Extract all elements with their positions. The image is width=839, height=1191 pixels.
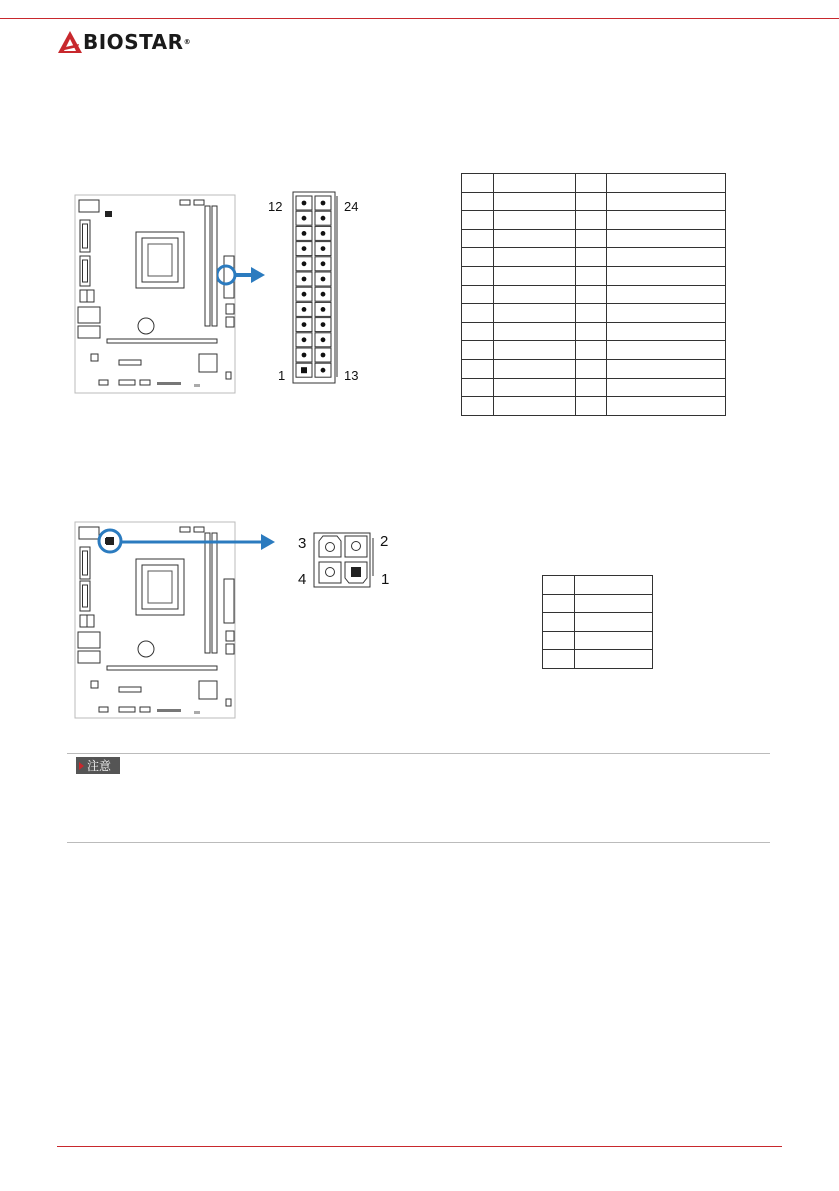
atx24-pin-dot: [302, 261, 307, 266]
arrow-to-atx4: [97, 528, 277, 558]
table-cell: [575, 248, 607, 267]
atx24-pin-dot: [302, 292, 307, 297]
table-cell: [575, 229, 607, 248]
table-row: [462, 304, 726, 323]
table-cell: [574, 613, 652, 632]
table-cell: [607, 397, 726, 416]
table-cell: [462, 341, 494, 360]
table-cell: [607, 174, 726, 193]
table-cell: [607, 341, 726, 360]
table-cell: [575, 192, 607, 211]
table-cell: [575, 378, 607, 397]
table-cell: [607, 359, 726, 378]
table-cell: [493, 378, 575, 397]
table-row: [462, 211, 726, 230]
table-row: [462, 248, 726, 267]
table-row: [543, 576, 653, 595]
atx24-pin-dot: [321, 368, 326, 373]
atx24-pin-table: [461, 173, 726, 416]
table-cell: [462, 248, 494, 267]
table-cell: [575, 322, 607, 341]
header-rule: [0, 18, 839, 19]
atx24-pin-dot: [321, 307, 326, 312]
table-cell: [575, 341, 607, 360]
note-top-rule: [67, 753, 770, 754]
table-cell: [462, 211, 494, 230]
motherboard-diagram-atx24: [74, 194, 238, 395]
table-row: [462, 266, 726, 285]
table-cell: [574, 576, 652, 595]
table-row: [462, 192, 726, 211]
table-cell: [607, 211, 726, 230]
table-cell: [607, 304, 726, 323]
atx24-pin-12-label: 12: [268, 199, 283, 214]
atx24-pin-dot: [321, 231, 326, 236]
table-cell: [462, 285, 494, 304]
note-tag: [76, 757, 120, 774]
table-cell: [493, 397, 575, 416]
brand-name: BIOSTAR: [83, 30, 184, 54]
table-cell: [575, 397, 607, 416]
table-row: [462, 341, 726, 360]
atx24-pin-dot: [321, 337, 326, 342]
table-cell: [493, 322, 575, 341]
table-cell: [493, 359, 575, 378]
table-cell: [575, 359, 607, 378]
atx24-pin-dot: [321, 277, 326, 282]
arrow-to-atx24: [217, 260, 265, 290]
table-row: [462, 397, 726, 416]
atx24-pin-dot: [302, 277, 307, 282]
table-cell: [607, 229, 726, 248]
note-marker-icon: [79, 762, 84, 770]
table-cell: [543, 613, 575, 632]
atx24-pin-dot: [321, 292, 326, 297]
atx4-pin-3-label: 3: [298, 535, 307, 552]
atx24-pin-dot: [321, 246, 326, 251]
atx24-pin-dot: [302, 231, 307, 236]
table-cell: [493, 174, 575, 193]
table-cell: [574, 631, 652, 650]
atx24-pin-1-label: 1: [278, 368, 286, 383]
atx24-pin-dot: [321, 216, 326, 221]
atx4-pin-1-label: 1: [381, 571, 390, 588]
table-cell: [607, 285, 726, 304]
table-row: [462, 174, 726, 193]
table-cell: [493, 192, 575, 211]
table-cell: [462, 192, 494, 211]
table-cell: [493, 285, 575, 304]
table-cell: [462, 304, 494, 323]
table-row: [543, 650, 653, 669]
table-cell: [575, 304, 607, 323]
table-row: [462, 359, 726, 378]
table-cell: [575, 266, 607, 285]
table-cell: [493, 211, 575, 230]
atx24-pin-dot: [321, 322, 326, 327]
table-cell: [462, 359, 494, 378]
table-cell: [462, 266, 494, 285]
table-cell: [462, 229, 494, 248]
table-cell: [575, 211, 607, 230]
atx24-pin-dot: [302, 322, 307, 327]
table-row: [462, 285, 726, 304]
atx24-pin-dot: [321, 201, 326, 206]
table-cell: [493, 229, 575, 248]
table-cell: [607, 248, 726, 267]
table-cell: [607, 322, 726, 341]
table-cell: [493, 304, 575, 323]
atx24-pin-13-label: 13: [344, 368, 359, 383]
atx24-pin-24-label: 24: [344, 199, 359, 214]
biostar-logo-icon: [57, 30, 83, 54]
atx4-pin-4-label: 4: [298, 571, 307, 588]
table-row: [462, 378, 726, 397]
atx4-pin-2-label: 2: [380, 533, 389, 550]
table-row: [543, 613, 653, 632]
atx24-pin-dot: [302, 353, 307, 358]
biostar-logo: [57, 30, 191, 54]
atx24-connector: [292, 191, 342, 385]
atx4-pin-table: [542, 575, 653, 669]
table-cell: [462, 397, 494, 416]
table-row: [543, 594, 653, 613]
table-cell: [607, 378, 726, 397]
table-cell: [493, 266, 575, 285]
atx4-connector: [313, 532, 377, 589]
table-cell: [543, 631, 575, 650]
atx24-pin-dot: [302, 201, 307, 206]
table-cell: [462, 322, 494, 341]
atx24-pin-dot: [321, 261, 326, 266]
table-cell: [574, 650, 652, 669]
atx24-pin-dot: [302, 337, 307, 342]
table-cell: [543, 650, 575, 669]
table-cell: [543, 576, 575, 595]
brand-registered: ®: [183, 38, 192, 46]
atx24-pin1-square: [301, 367, 307, 373]
table-cell: [462, 174, 494, 193]
table-cell: [543, 594, 575, 613]
table-cell: [575, 285, 607, 304]
table-cell: [575, 174, 607, 193]
atx24-pin-dot: [302, 246, 307, 251]
note-tag-label: 注意: [87, 759, 112, 773]
atx24-pin-dot: [302, 216, 307, 221]
table-cell: [607, 192, 726, 211]
atx24-pin-dot: [302, 307, 307, 312]
table-cell: [493, 248, 575, 267]
table-row: [462, 229, 726, 248]
atx24-pin-dot: [321, 353, 326, 358]
table-cell: [607, 266, 726, 285]
table-cell: [493, 341, 575, 360]
table-cell: [462, 378, 494, 397]
note-bottom-rule: [67, 842, 770, 843]
footer-rule: [57, 1146, 782, 1147]
table-cell: [574, 594, 652, 613]
table-row: [543, 631, 653, 650]
table-row: [462, 322, 726, 341]
